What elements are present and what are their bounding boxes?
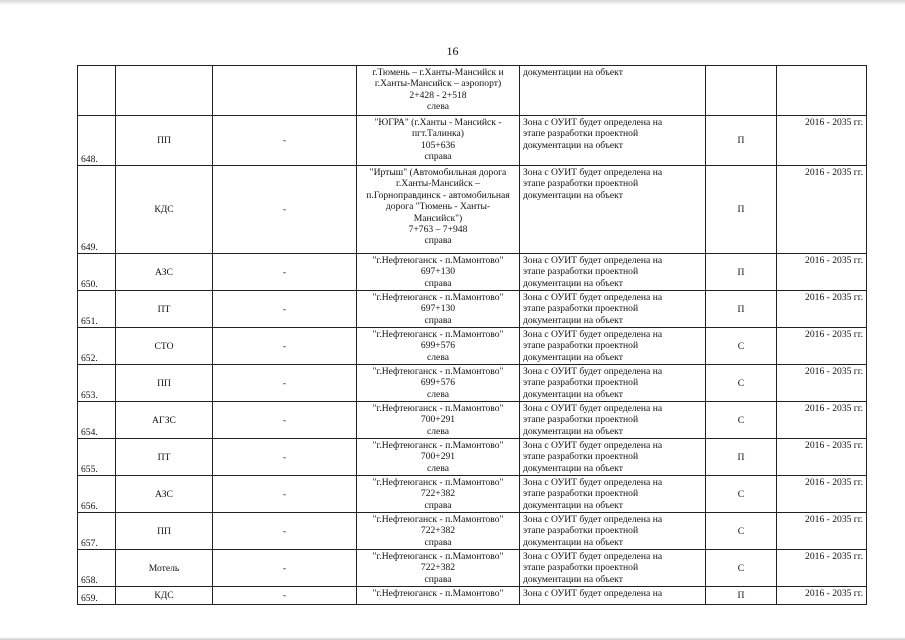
location-line: справа [424,573,452,585]
object-type-cell: Мотель [116,550,213,587]
object-type-cell: ПП [116,513,213,550]
location-line: "г.Нефтеюганск - п.Мамонтово" [372,440,504,451]
zone-cell [520,116,706,166]
object-type-cell: ПТ [116,439,213,476]
dash-cell: - [213,116,357,166]
location-line: справа [424,277,452,289]
zone-line: документации на объект [523,425,623,437]
dash-cell: - [213,439,357,476]
category-cell: П [706,439,777,476]
location-line: "г.Нефтеюганск - п.Мамонтово" [372,255,504,266]
location-line: справа [424,499,452,511]
dash-cell: - [213,328,357,365]
object-type-cell: КДС [116,166,213,254]
table-row [78,291,867,328]
zone-line: документации на объект [523,314,623,326]
zone-line: документации на объект [523,388,623,400]
object-type-cell: ПП [116,365,213,402]
row-number-cell: 658. [78,550,116,587]
location-line: г.Ханты-Мансийск – [396,178,480,190]
table-row [78,166,867,254]
location-cell [357,66,520,116]
object-type-cell: АЗС [116,476,213,513]
location-line: слева [427,425,449,437]
zone-cell [520,328,706,365]
dash-cell: - [213,513,357,550]
zone-line: документации на объект [523,189,623,201]
location-line: "г.Нефтеюганск - п.Мамонтово" [372,514,504,525]
table-row [78,402,867,439]
zone-line: этапе разработки проектной [523,562,639,574]
location-cell [357,513,520,550]
object-type-cell: СТО [116,328,213,365]
zone-line: документации на объект [523,277,623,289]
location-line: справа [424,151,452,163]
row-number-cell: 649. [78,166,116,254]
object-type-cell: АГЗС [116,402,213,439]
row-number-cell: 656. [78,476,116,513]
location-line: "г.Нефтеюганск - п.Мамонтово" [372,477,504,488]
location-line: 2+428 - 2+518 [409,89,467,101]
dash-cell: - [213,254,357,291]
table-row [78,513,867,550]
row-number-cell: 657. [78,513,116,550]
location-line: слева [427,351,449,363]
zone-line: документации на объект [523,351,623,363]
zone-line: этапе разработки проектной [523,128,639,140]
zone-line: Зона с ОУИТ будет определена на [523,403,663,414]
row-number-cell: 659. [78,587,116,605]
category-cell: П [706,587,777,605]
dash-cell: - [213,291,357,328]
row-number-cell: 650. [78,254,116,291]
period-cell: 2016 - 2035 гг. [777,513,867,550]
zone-cell [520,587,706,605]
location-line: 700+291 [420,414,456,426]
category-cell: С [706,550,777,587]
location-line: слева [427,101,449,113]
category-cell: П [706,291,777,328]
category-cell: П [706,166,777,254]
period-cell: 2016 - 2035 гг. [777,587,867,605]
location-cell [357,116,520,166]
zone-line: документации на объект [523,499,623,511]
period-cell: 2016 - 2035 гг. [777,365,867,402]
period-cell: 2016 - 2035 гг. [777,550,867,587]
location-line: "Иртыш" (Автомобильная дорога [369,167,507,178]
zone-cell [520,402,706,439]
zone-line: Зона с ОУИТ будет определена на [523,477,663,488]
zone-line: Зона с ОУИТ будет определена на [523,255,663,266]
zone-line: Зона с ОУИТ будет определена на [523,329,663,340]
zone-line: этапе разработки проектной [523,266,639,278]
location-line: "г.Нефтеюганск - п.Мамонтово" [372,551,504,562]
location-line: слева [427,388,449,400]
continuation-row [78,66,867,116]
row-number-cell: 654. [78,402,116,439]
location-line: г.Тюмень – г.Ханты-Мансийск и [372,67,504,78]
category-cell: С [706,513,777,550]
category-cell [706,66,777,116]
location-line: справа [424,314,452,326]
table-row [78,116,867,166]
location-line: справа [424,235,452,247]
zone-cell [520,66,706,116]
location-cell [357,439,520,476]
period-cell: 2016 - 2035 гг. [777,328,867,365]
zone-cell [520,550,706,587]
location-line: справа [424,536,452,548]
zone-line: документации на объект [523,573,623,585]
dash-cell: - [213,365,357,402]
location-line: 699+576 [420,377,456,389]
period-cell: 2016 - 2035 гг. [777,116,867,166]
zone-line: документации на объект [523,462,623,474]
category-cell: П [706,116,777,166]
location-line: 7+763 – 7+948 [408,224,468,236]
table-row [78,550,867,587]
location-line: 722+382 [420,562,456,574]
zone-line: этапе разработки проектной [523,377,639,389]
zone-line: Зона с ОУИТ будет определена на [523,292,663,303]
table-row [78,365,867,402]
location-line: "г.Нефтеюганск - п.Мамонтово" [372,403,504,414]
zone-line: Зона с ОУИТ будет определена на [523,551,663,562]
location-cell [357,328,520,365]
location-line: дорога "Тюмень - Ханты- [385,201,491,213]
period-cell [777,66,867,116]
row-number-cell [78,66,116,116]
location-line: 722+382 [420,525,456,537]
object-type-cell [116,66,213,116]
dash-cell: - [213,550,357,587]
scan-edge-top [0,0,905,5]
zone-line: этапе разработки проектной [523,303,639,315]
page-number: 16 [446,44,459,58]
object-type-cell: ПТ [116,291,213,328]
location-cell [357,166,520,254]
dash-cell: - [213,476,357,513]
table-row [78,439,867,476]
zone-cell [520,513,706,550]
period-cell: 2016 - 2035 гг. [777,254,867,291]
zone-cell [520,291,706,328]
row-number-cell: 648. [78,116,116,166]
location-line: 700+291 [420,451,456,463]
category-cell: С [706,476,777,513]
location-line: "г.Нефтеюганск - п.Мамонтово" [372,292,504,303]
table-row [78,328,867,365]
object-type-cell: ПП [116,116,213,166]
period-cell: 2016 - 2035 гг. [777,476,867,513]
location-line: 697+130 [420,266,456,278]
table-row [78,476,867,513]
location-line: 699+576 [420,340,456,352]
zone-cell [520,476,706,513]
period-cell: 2016 - 2035 гг. [777,291,867,328]
dash-cell: - [213,587,357,605]
location-cell [357,254,520,291]
category-cell: П [706,254,777,291]
location-line: "г.Нефтеюганск - п.Мамонтово" [372,366,504,377]
dash-cell: - [213,166,357,254]
zone-cell [520,254,706,291]
period-cell: 2016 - 2035 гг. [777,166,867,254]
zone-line: документации на объект [523,67,623,78]
location-line: п.Горноправдинск - автомобильная [366,189,510,201]
period-cell: 2016 - 2035 гг. [777,439,867,476]
location-line: "г.Нефтеюганск - п.Мамонтово" [372,588,504,599]
object-type-cell: КДС [116,587,213,605]
zone-line: Зона с ОУИТ будет определена на [523,440,663,451]
zone-cell [520,166,706,254]
location-line: Мансийск") [413,212,463,224]
location-cell [357,402,520,439]
zone-line: Зона с ОУИТ будет определена на [523,588,663,599]
dash-cell [213,66,357,116]
row-number-cell: 651. [78,291,116,328]
zone-line: Зона с ОУИТ будет определена на [523,366,663,377]
zone-line: Зона с ОУИТ будет определена на [523,514,663,525]
zone-line: документации на объект [523,139,623,151]
dash-cell: - [213,402,357,439]
table-row [78,587,867,605]
location-line: "г.Нефтеюганск - п.Мамонтово" [372,329,504,340]
zone-line: Зона с ОУИТ будет определена на [523,117,663,128]
location-line: слева [427,462,449,474]
row-number-cell: 653. [78,365,116,402]
location-line: 105+636 [420,139,456,151]
row-number-cell: 652. [78,328,116,365]
zone-line: Зона с ОУИТ будет определена на [523,167,663,178]
period-cell: 2016 - 2035 гг. [777,402,867,439]
location-line: пгт.Талинка) [412,128,464,140]
zone-line: этапе разработки проектной [523,525,639,537]
location-cell [357,476,520,513]
object-type-cell: АЗС [116,254,213,291]
location-line: 697+130 [420,303,456,315]
zone-line: документации на объект [523,536,623,548]
zone-line: этапе разработки проектной [523,414,639,426]
location-line: "ЮГРА" (г.Ханты - Мансийск - [374,117,502,128]
location-line: г.Ханты-Мансийск – аэропорт) [374,78,502,90]
zone-line: этапе разработки проектной [523,178,639,190]
location-cell [357,365,520,402]
zone-line: этапе разработки проектной [523,488,639,500]
location-cell [357,550,520,587]
location-line: 722+382 [420,488,456,500]
table-row [78,254,867,291]
category-cell: С [706,402,777,439]
category-cell: С [706,328,777,365]
row-number-cell: 655. [78,439,116,476]
category-cell: С [706,365,777,402]
zone-line: этапе разработки проектной [523,451,639,463]
zone-cell [520,439,706,476]
location-cell [357,587,520,605]
zone-cell [520,365,706,402]
zone-line: этапе разработки проектной [523,340,639,352]
location-cell [357,291,520,328]
objects-table [77,65,867,605]
